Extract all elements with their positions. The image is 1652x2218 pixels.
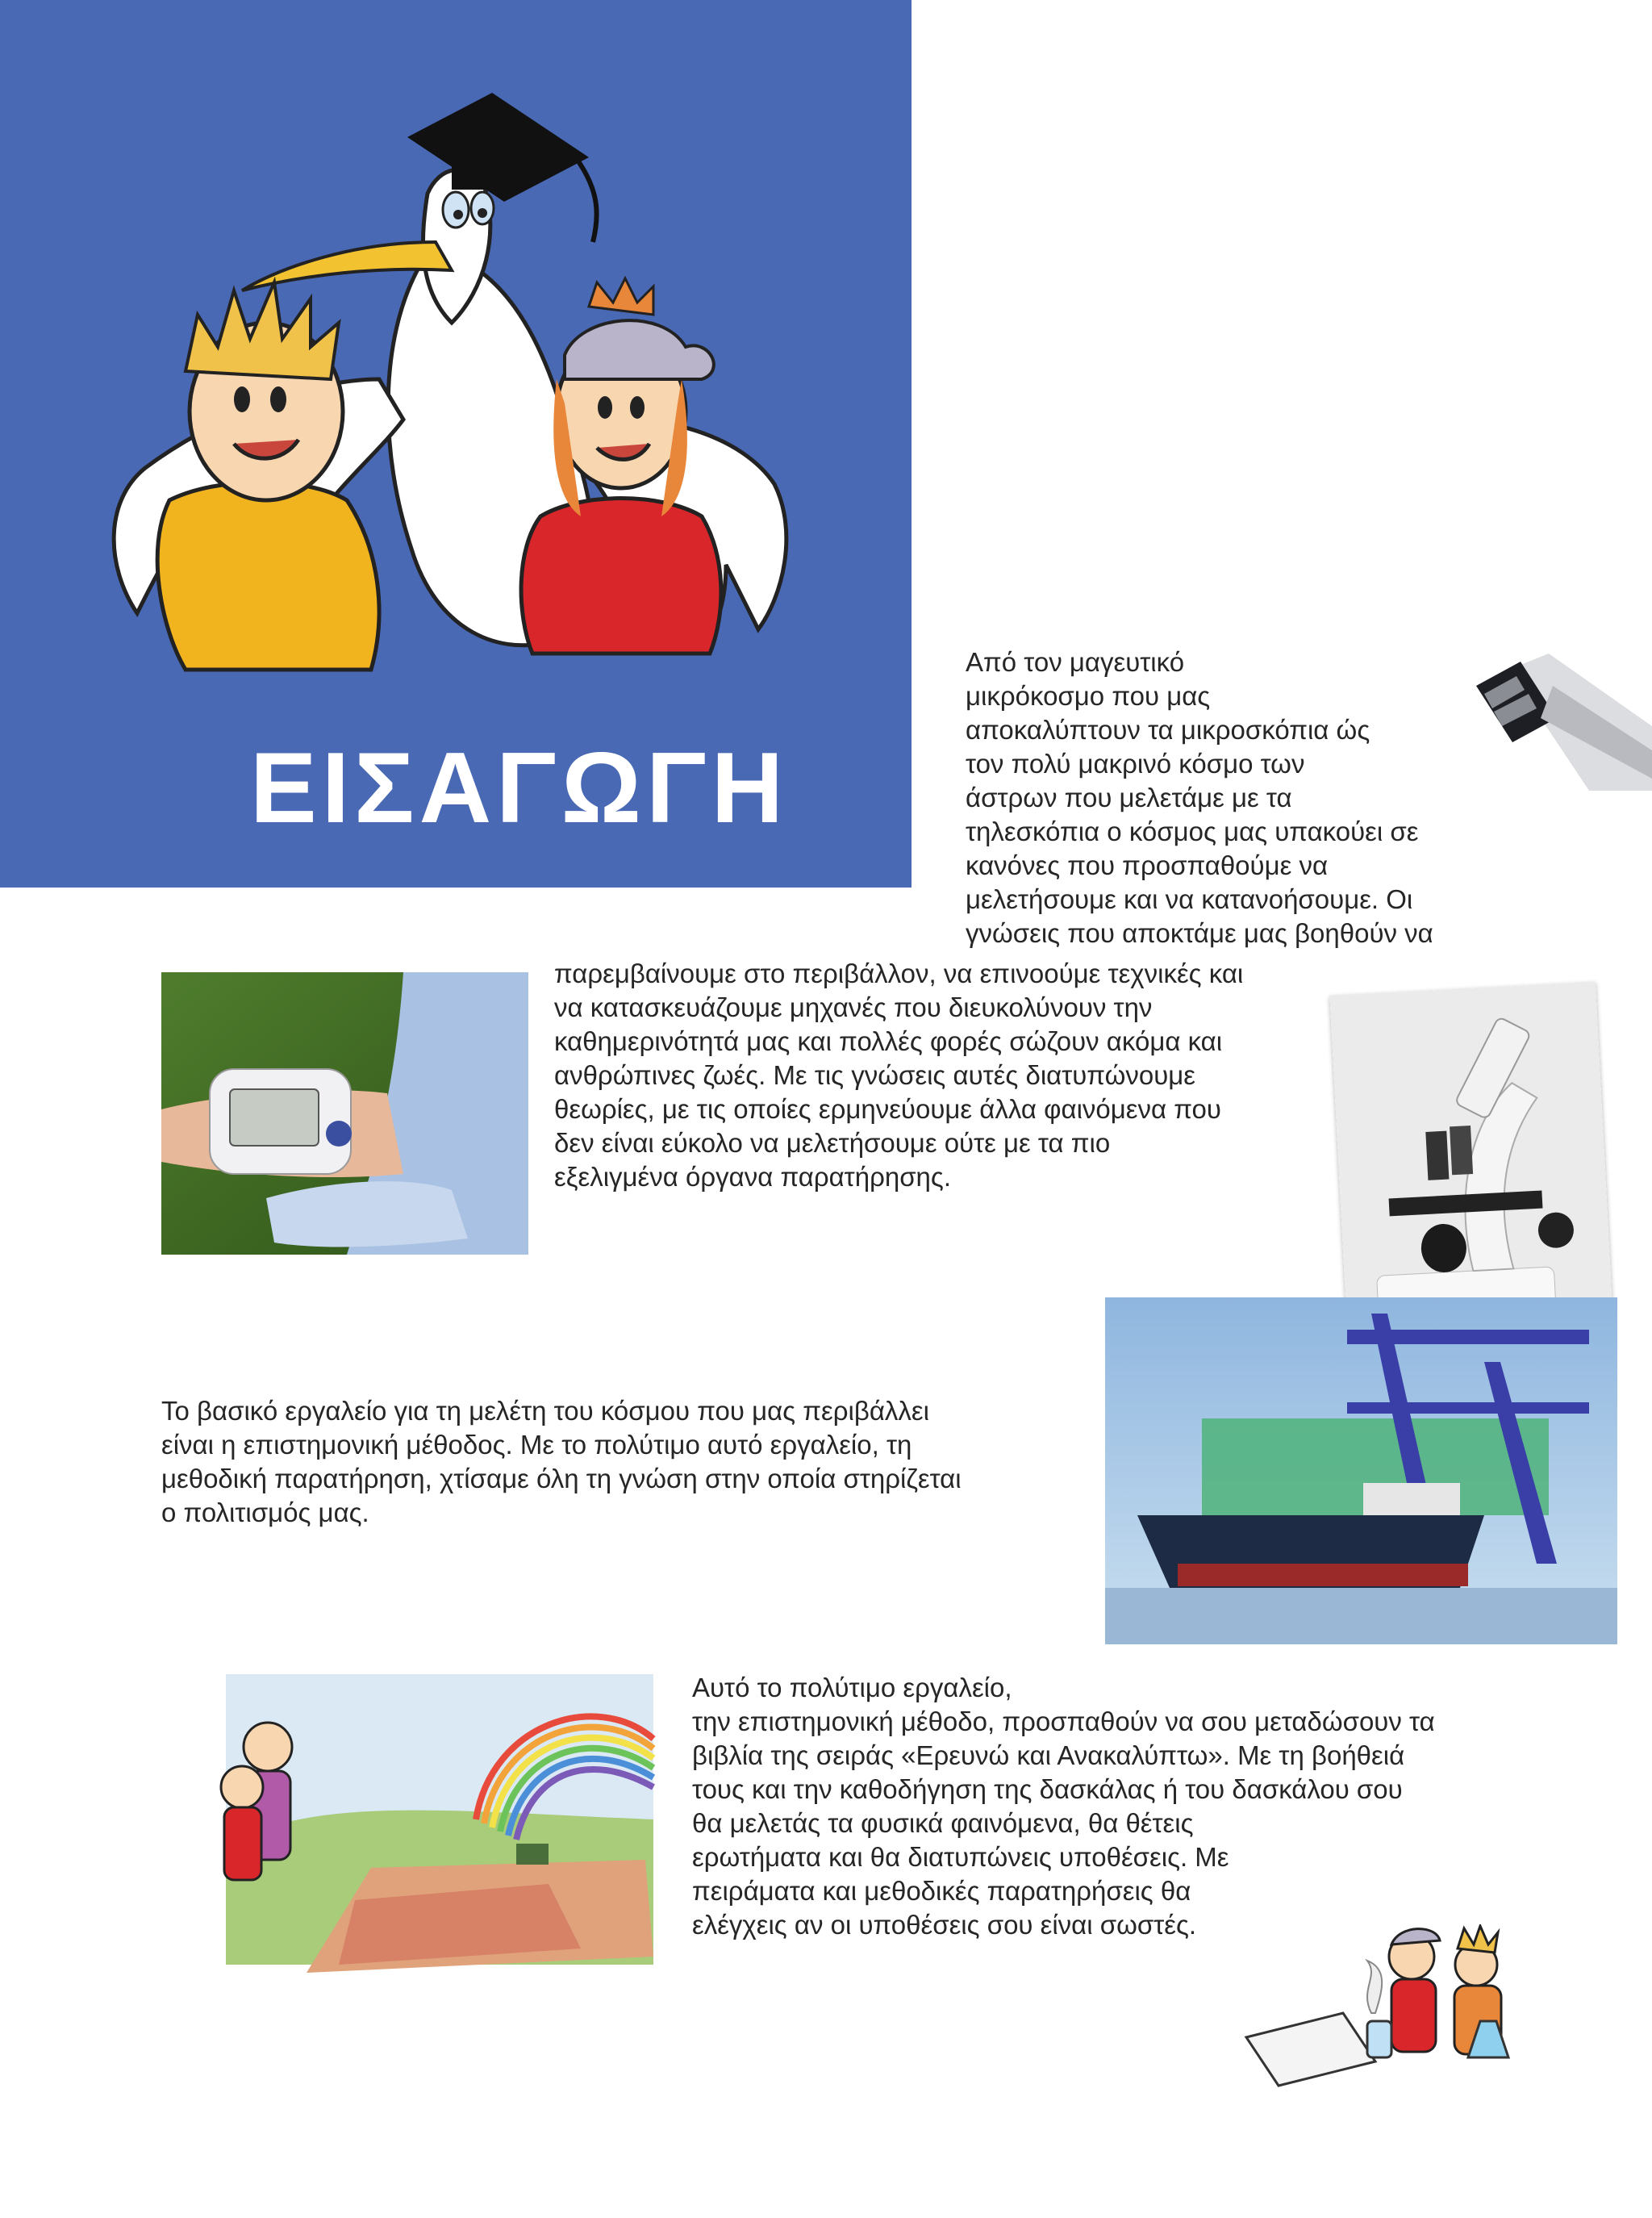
rainbow-landscape-illustration: [210, 1658, 670, 1981]
intro-paragraph-2: παρεμβαίνουμε στο περιβάλλον, να επινοούμε τεχνικές και να κατασκευάζουμε μηχανές που διευκολύνουν την καθημερινότητά μας και πολλές φορές σώζουν ακόμα και ανθρώπινες ζωές. Με τις γνώσεις αυτές διατυπώνουμε θεωρίες, με τις οποίες ερμηνεύουμε άλλα φαινόμενα που δεν είναι εύκολο να μελετήσουμε ούτε με τα πιο εξελιγμένα όργανα παρατήρησης.: [554, 959, 1244, 1192]
book-series-paragraph: Αυτό το πολύτιμο εργαλείο, την επιστημονική μέθοδο, προσπαθούν να σου μεταδώσουν τα βιβλία της σειράς «Ερευνώ και Ανακαλύπτω». Με τη βοήθειά τους και την καθοδήγηση της δασκάλας ή του δασκάλου σου θα μελετάς τα φυσικά φαινόμενα, θα θέτεις ερωτήματα και θα διατυπώνεις υποθέσεις. Με πειράματα και μεθοδικές παρατηρήσεις θα ελέγχεις αν οι υποθέσεις σου είναι σωστές.: [692, 1673, 1435, 1940]
intro-paragraph-1: Από τον μαγευτικό μικρόκοσμο που μας αποκαλύπτουν τα μικροσκόπια ώς τον πολύ μακρινό κόσμο των άστρων που μελετάμε με τα τηλεσκόπια ο κόσμος μας υπακούει σε κανόνες που προσπαθούμε να μελετήσουμε και να κατανοήσουμε. Οι γνώσεις που αποκτάμε μας βοηθούν να: [966, 647, 1433, 948]
container-port-photo: [1105, 1297, 1617, 1644]
blood-pressure-monitor-photo: [161, 972, 528, 1255]
page-title: ΕΙΣΑΓΩΓΗ: [250, 733, 789, 844]
scientific-method-paragraph: Το βασικό εργαλείο για τη μελέτη του κόσμου που μας περιβάλλει είναι η επιστημονική μέθοδος. Με το πολύτιμο αυτό εργαλείο, τη μεθοδική παρατήρηση, χτίσαμε όλη τη γνώση στην οποία στηρίζεται ο πολιτισμός μας.: [161, 1396, 962, 1527]
experiment-illustration: [1238, 1924, 1545, 2098]
